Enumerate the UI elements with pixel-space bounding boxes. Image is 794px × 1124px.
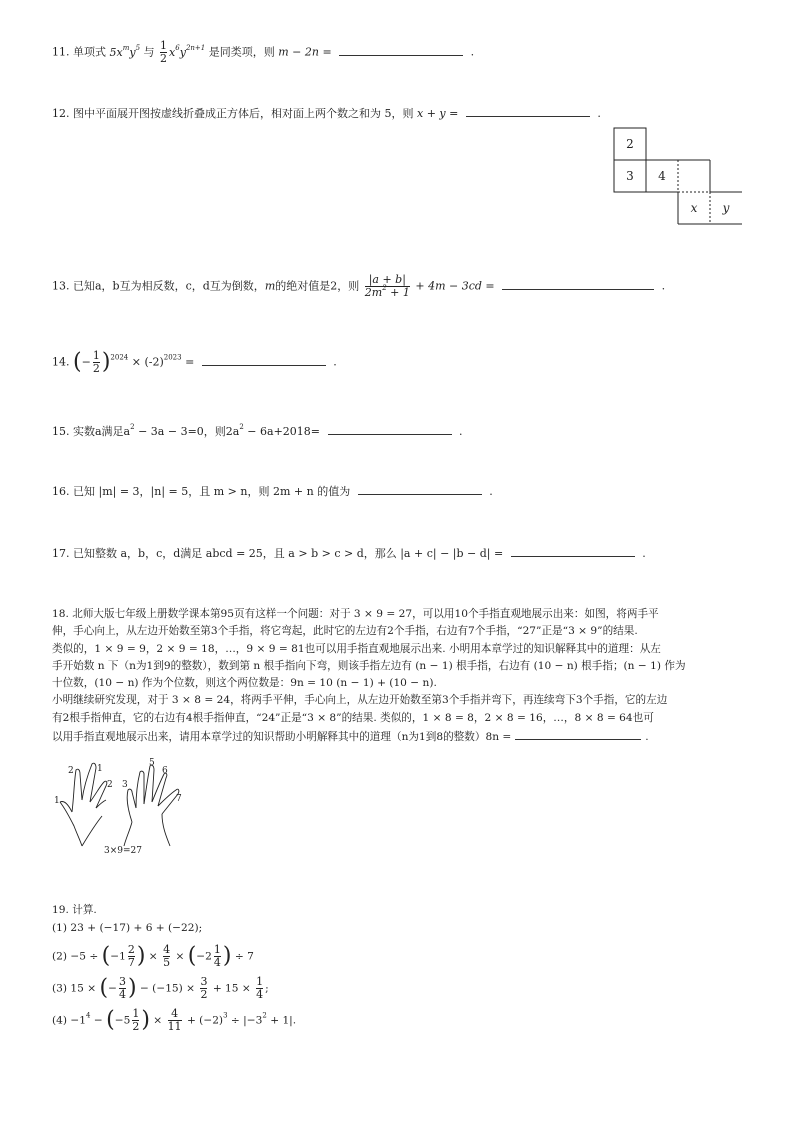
question-15: 15. 实数a满足$a^2 - 3a - 3=0$，则$2a^2 - 6a+2018=$ . <box>52 423 463 438</box>
monomial-1: $5x^my^5$ <box>109 43 141 59</box>
question-17: 17. 已知整数 a，b，c，d满足 abcd = 25，且 a > b > c > d，那么 |a + c| − |b − d| = . <box>52 544 646 562</box>
question-12: 12. 图中平面展开图按虚线折叠成正方体后，相对面上两个数之和为 5，则 x + y = . <box>52 104 601 122</box>
finger-label: 1 <box>97 764 103 774</box>
question-19-part-3: (3) 15 × (− $\frac{3}{4}$ ) − (−15) × $\frac{3}{2}$ + 15 × $\frac{1}{4}$ ; <box>52 975 269 1001</box>
finger-label: 2 <box>68 766 74 776</box>
net-cell-x: x <box>690 201 698 215</box>
net-cell-3: 3 <box>626 169 634 183</box>
question-number: 11. <box>52 45 70 59</box>
finger-label: 5 <box>149 758 155 768</box>
hands-figure <box>52 756 202 856</box>
question-number: 12. <box>52 107 70 120</box>
question-number: 18. <box>52 608 69 620</box>
fraction-half: $\frac{1}{2}$ <box>92 349 100 375</box>
answer-blank[interactable] <box>502 277 654 290</box>
question-16: 16. 已知 |m| = 3，|n| = 5，且 m > n，则 2m + n 的值为 . <box>52 482 493 500</box>
answer-blank[interactable] <box>358 482 482 495</box>
answer-blank[interactable] <box>328 422 452 435</box>
net-cell-2: 2 <box>626 137 634 151</box>
answer-blank[interactable] <box>466 104 590 117</box>
answer-blank[interactable] <box>202 353 326 366</box>
question-14: 14. (− $\frac{1}{2}$ )$^{2024} \times (-2)^{2023}$ = . <box>52 349 337 375</box>
question-number: 13. <box>52 279 70 293</box>
question-19-part-4: $(4) -1^4 - (-5$ $\frac{1}{2}$ ) × $\frac{4}{11}$ + $(-2)^3 \div |-3^2 + 1|$. <box>52 1007 297 1033</box>
answer-blank[interactable] <box>339 43 463 56</box>
question-13: 13. 已知a，b互为相反数，c，d互为倒数，m的绝对值是2，则 $\frac{|a + b|}{2m^2 + 1}$ + 4m − 3cd = . <box>52 273 666 299</box>
net-cell-4: 4 <box>658 169 666 183</box>
figure-caption: 3×9=27 <box>104 846 142 856</box>
question-number: 19. <box>52 904 69 916</box>
finger-label: 3 <box>122 780 128 790</box>
question-number: 16. <box>52 485 70 498</box>
question-19-part-1: (1) 23 + (−17) + 6 + (−22); <box>52 922 203 934</box>
finger-label: 1 <box>54 796 60 806</box>
monomial-2: $x^6y^{2n+1}$ <box>169 43 206 59</box>
question-19: 19. 计算. <box>52 904 97 916</box>
finger-label: 7 <box>176 794 182 804</box>
question-18: 18. 北师大版七年级上册数学课本第95页有这样一个问题：对于 3 × 9 = 27，可以用10个手指直观地展示出来：如图，将两手平 伸，手心向上，从左边开始数至第3个手指，将它弯起，此时它的左边有2个手指，右边有7个手指，“27”正是“3 × 9”的结果. 类似的，1 × 9 = 9，2 × 9 = 18，…，9 × 9 = 81也可以用手指直观地展示出来. 小明用本章学过的知识解释其中的道理：从左 手开始数 n 下（n为1到9的整数），数到第 n 根手指向下弯，则该手指左边有 (n − 1) 根手指，右边有 (10 − n) 根手指；(n − 1) 作为 十位数，(10 − n) 作为个位数，则这个两位数是：9n = 10 (n − 1) + (10 − n). 小明继续研究发现，对于 3 × 8 = 24，将两手平伸，手心向上，从左边开始数至第3个手指并弯下，再连续弯下3个手指，它的左边 有2根手指伸直，它的右边有4根手指伸直，“24”正是“3 × 8”的结果. 类似的，1 × 8 = 8，2 × 8 = 16，…，8 × 8 = 64也可 以用手指直观地展示出来，请用本章学过的知识帮助小明解释其中的道理（n为1到8的整数）8n = . <box>52 608 686 744</box>
finger-label: 2 <box>107 780 113 790</box>
question-19-part-2: (2) −5 ÷ (−1 $\frac{2}{7}$ ) × $\frac{4}{5}$ × (−2 $\frac{1}{4}$ ) ÷ 7 <box>52 943 254 969</box>
question-11: 11. 单项式 $5x^my^5$ 与 $\frac{1}{2}$ $x^6y^{2n+1}$ 是同类项，则 m − 2n = . <box>52 39 475 65</box>
question-number: 15. <box>52 425 70 438</box>
answer-blank[interactable] <box>511 544 635 557</box>
finger-label: 6 <box>162 766 168 776</box>
fraction-abs: $\frac{|a + b|}{2m^2 + 1}$ <box>364 273 410 299</box>
answer-blank[interactable] <box>515 727 641 740</box>
question-number: 17. <box>52 547 70 560</box>
net-cell-y: y <box>722 201 730 215</box>
question-number: 14. <box>52 355 70 369</box>
fraction-half: $\frac{1}{2}$ <box>160 39 168 65</box>
